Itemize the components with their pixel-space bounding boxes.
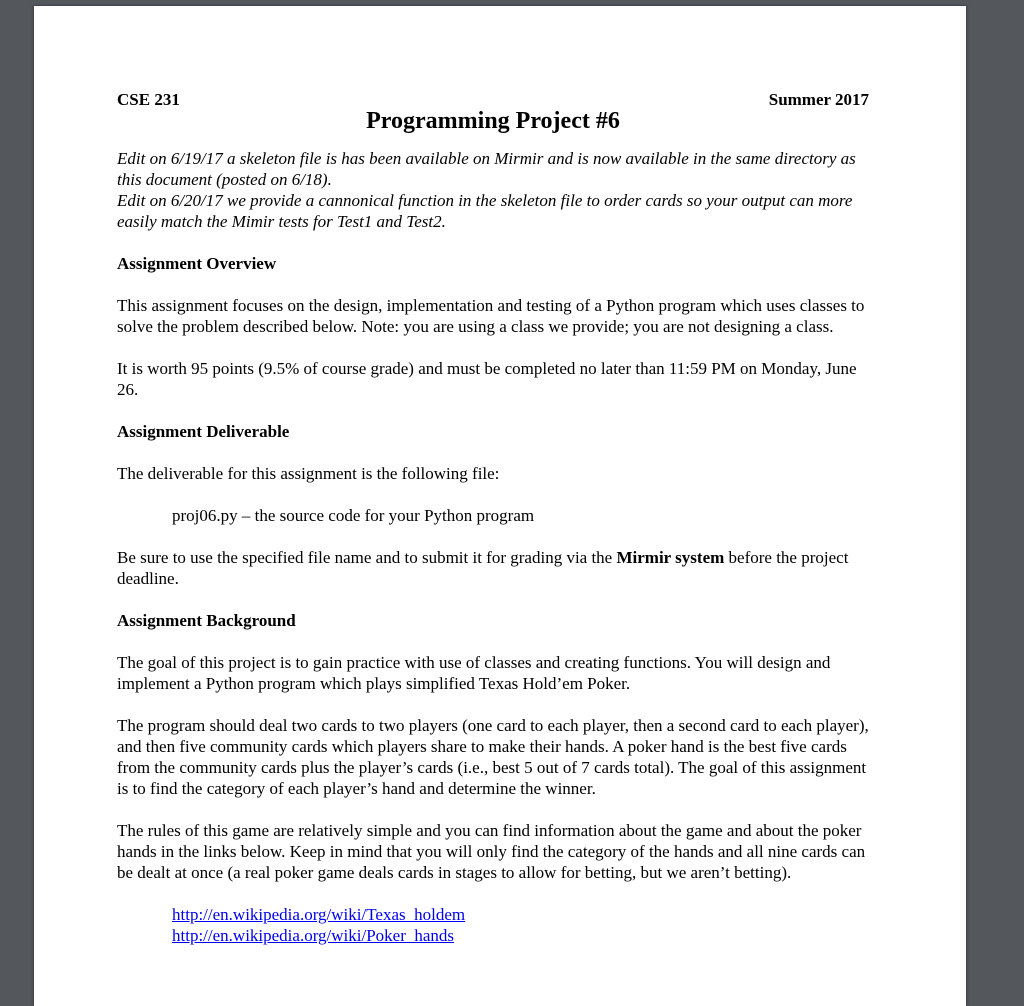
deliverable-note-text: before the project deadline. xyxy=(117,548,849,588)
background-paragraph: The program should deal two cards to two players (one card to each player, then a second card to each player), and then five community cards which players share to make their hands. A poker hand is the best five cards from the community cards plus the player’s cards (i.e., best 5 out of 7 cards total). The goal of this assignment is to find the category of each player’s hand and determine the winner. xyxy=(117,716,869,798)
page-title: Programming Project #6 xyxy=(366,108,620,134)
deliverable-file: proj06.py – the source code for your Python program xyxy=(172,506,535,525)
poker-hands-link[interactable]: http://en.wikipedia.org/wiki/Poker_hands xyxy=(172,926,455,945)
background-paragraph: The goal of this project is to gain practice with use of classes and creating functions. You will design and implement a Python program which plays simplified Texas Hold’em Poker. xyxy=(117,653,831,693)
edit-note: Edit on 6/20/17 we provide a cannonical function in the skeleton file to order cards so your output can more easily match the Mimir tests for Test1 and Test2. xyxy=(117,191,853,231)
reference-links xyxy=(172,904,869,946)
deliverable-note xyxy=(117,547,869,589)
edit-notes xyxy=(117,148,869,232)
overview-paragraph: This assignment focuses on the design, implementation and testing of a Python program which uses classes to solve the problem described below. Note: you are using a class we provide; you are not designing a class. xyxy=(117,296,865,336)
background-paragraph: The rules of this game are relatively simple and you can find information about the game and about the poker hands in the links below. Keep in mind that you will only find the category of the hands and all nine cards can be dealt at once (a real poker game deals cards in stages to allow for betting, but we aren’t betting). xyxy=(117,821,866,882)
course-code: CSE 231 xyxy=(117,90,180,109)
texas-holdem-link[interactable]: http://en.wikipedia.org/wiki/Texas_holdem xyxy=(172,905,466,924)
overview-paragraph: It is worth 95 points (9.5% of course grade) and must be completed no later than 11:59 PM on Monday, June 26. xyxy=(117,359,857,399)
overview-heading: Assignment Overview xyxy=(117,254,277,273)
background-heading: Assignment Background xyxy=(117,611,296,630)
deliverable-note-text: Be sure to use the specified file name and to submit it for grading via the xyxy=(117,548,617,567)
document-page xyxy=(34,6,966,1006)
deliverable-heading: Assignment Deliverable xyxy=(117,422,290,441)
mirmir-system-text: Mirmir system xyxy=(616,548,725,567)
deliverable-intro: The deliverable for this assignment is the following file: xyxy=(117,464,500,483)
edit-note: Edit on 6/19/17 a skeleton file is has been available on Mirmir and is now available in the same directory as this document (posted on 6/18). xyxy=(117,149,856,189)
term: Summer 2017 xyxy=(768,90,869,109)
document-content xyxy=(117,89,869,946)
